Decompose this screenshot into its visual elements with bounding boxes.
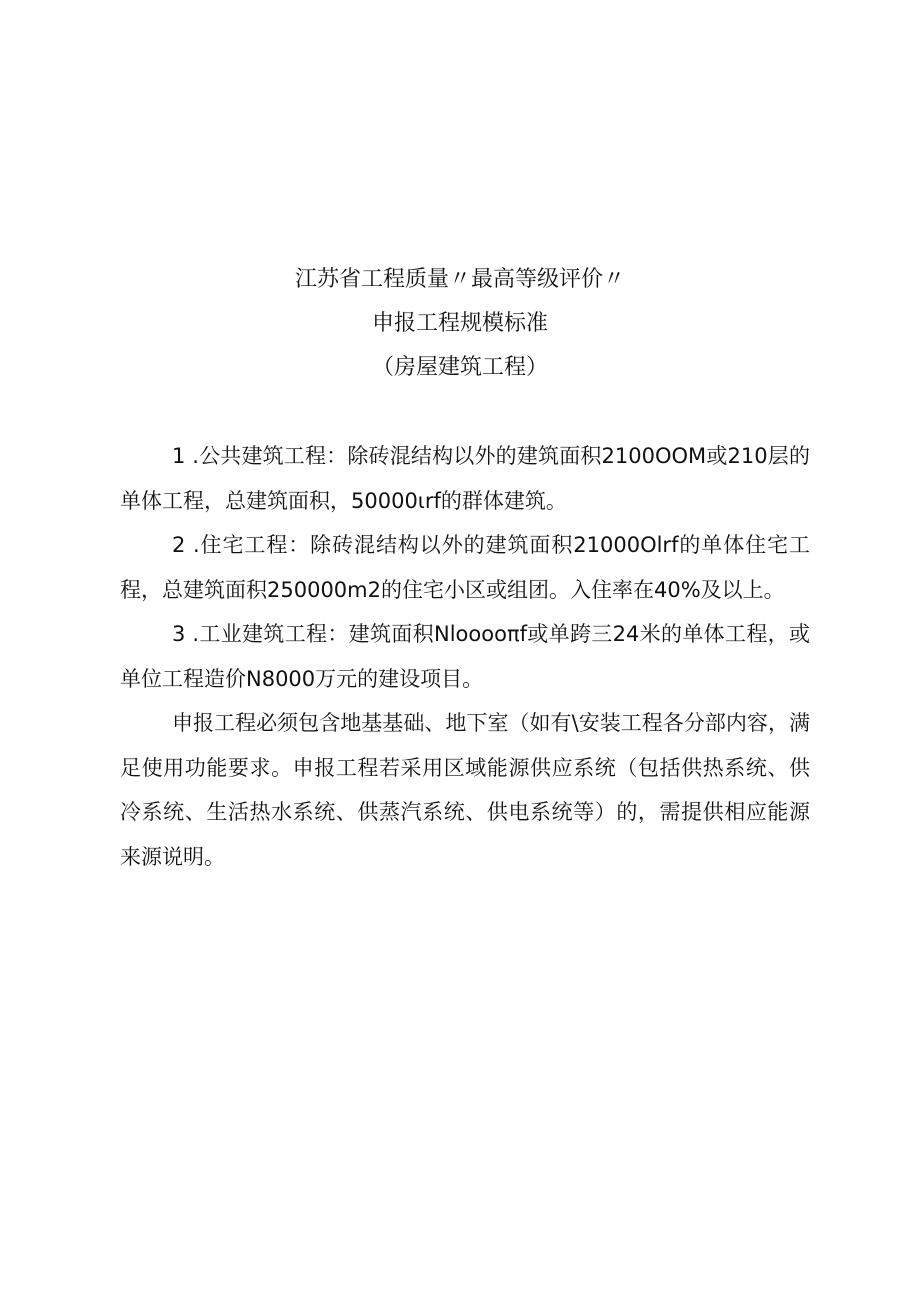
document-body (120, 434, 810, 879)
paragraph-public-buildings: 1 .公共建筑工程：除砖混结构以外的建筑面积2100OOM或210层的单体工程，总建筑面积，50000ιrf的群体建筑。 (120, 444, 810, 513)
title-line-1: 江苏省工程质量〃最高等级评价〃 (294, 267, 625, 292)
paragraph-industrial: 3 .工业建筑工程：建筑面积Nlooooπf或单跨三24米的单体工程，或单位工程造价N8000万元的建设项目。 (120, 622, 810, 691)
paragraph-residential: 2 .住宅工程：除砖混结构以外的建筑面积21000Olrf的单体住宅工程，总建筑面积250000m2的住宅小区或组团。入住率在40%及以上。 (120, 533, 810, 602)
document-title (0, 258, 920, 390)
title-line-2: 申报工程规模标准 (371, 311, 548, 336)
paragraph-requirements: 申报工程必须包含地基基础、地下室（如有\安装工程各分部内容，满足使用功能要求。申报工程若采用区域能源供应系统（包括供热系统、供冷系统、生活热水系统、供蒸汽系统、供电系统等）的，需提供相应能源来源说明。 (120, 711, 810, 869)
title-line-3: （房屋建筑工程） (371, 355, 548, 380)
